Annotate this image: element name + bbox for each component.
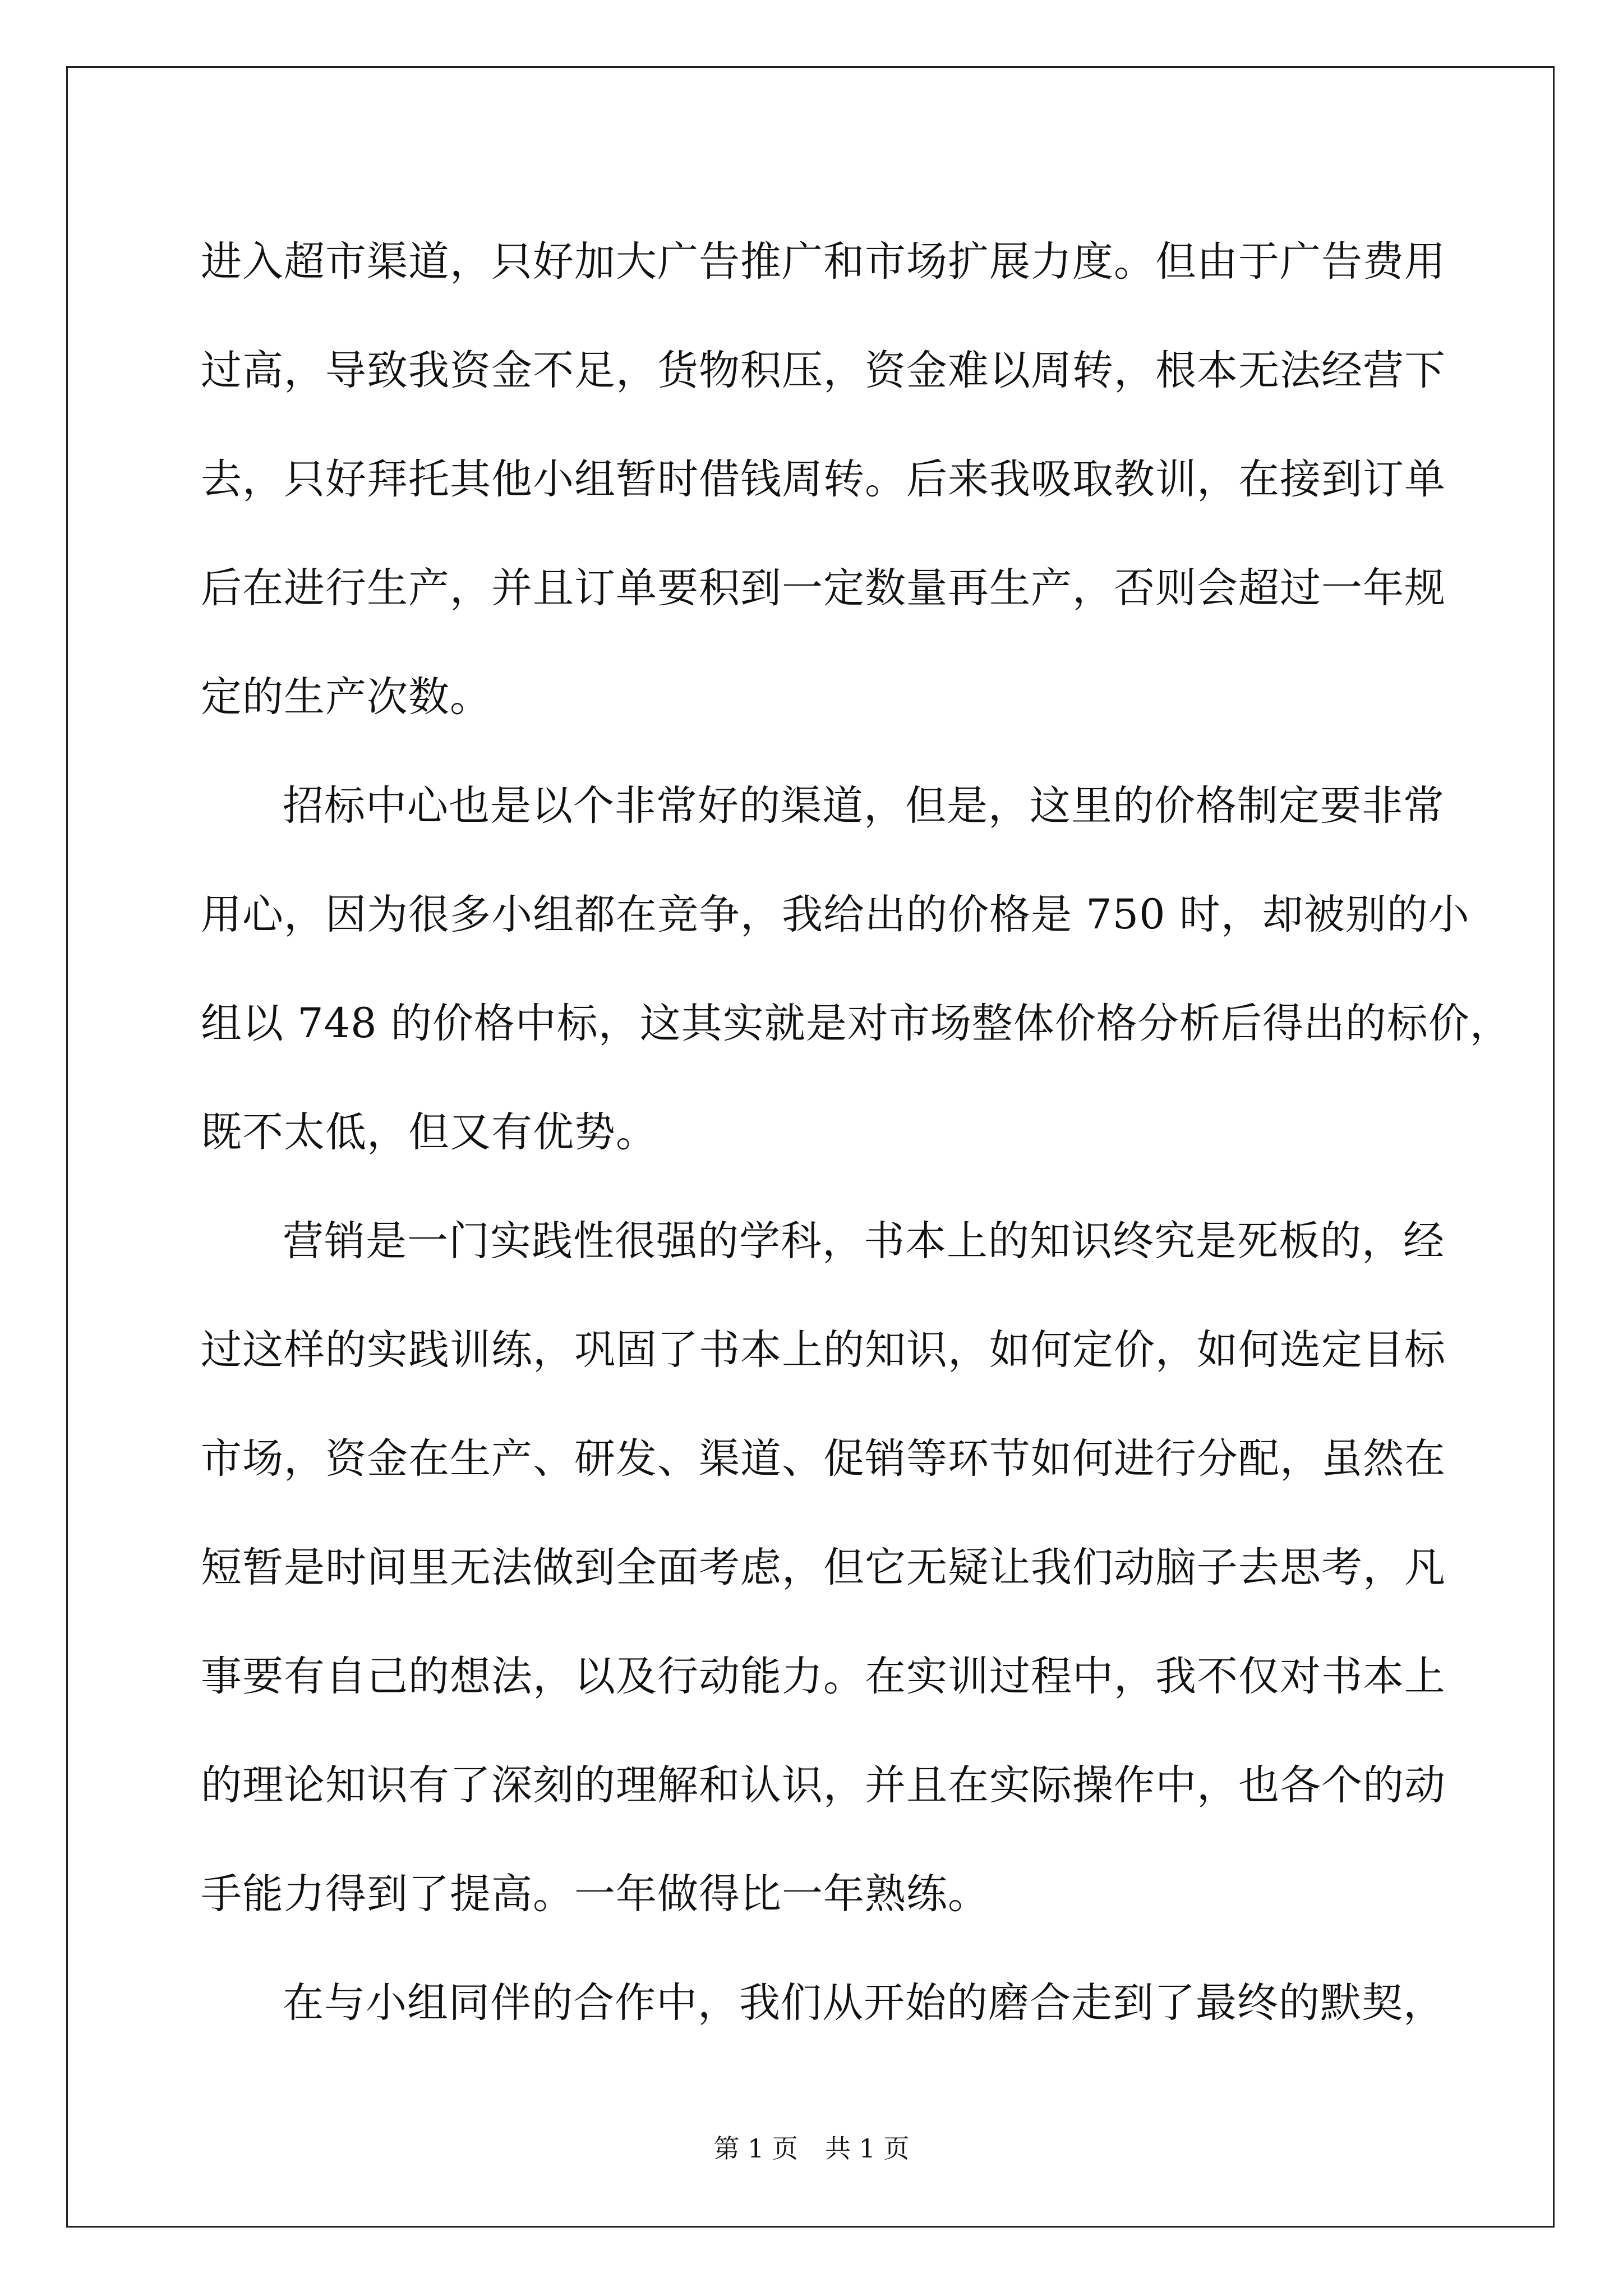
text-line: 定的生产次数。 (201, 673, 491, 721)
text-line: 进入超市渠道，只好加大广告推广和市场扩展力度。但由于广告费用 (201, 238, 1446, 286)
text-line: 市场，资金在生产、研发、渠道、促销等环节如何进行分配，虽然在 (201, 1435, 1446, 1483)
page-number: 第 1 页 (713, 2133, 798, 2164)
text-line: 的理论知识有了深刻的理解和认识，并且在实际操作中，也各个的动 (201, 1761, 1446, 1809)
text-line: 组以 748 的价格中标，这其实就是对市场整体价格分析后得出的标价， (201, 1000, 1511, 1047)
text-line: 过高，导致我资金不足，货物积压，资金难以周转，根本无法经营下 (201, 347, 1446, 394)
text-line: 既不太低，但又有优势。 (201, 1108, 657, 1156)
text-line: 事要有自己的想法，以及行动能力。在实训过程中，我不仅对书本上 (201, 1653, 1446, 1700)
paragraph (201, 208, 1446, 752)
text-line: 营销是一门实践性很强的学科，书本上的知识终究是死板的，经 (283, 1217, 1445, 1265)
paragraph (201, 752, 1511, 1187)
text-line: 招标中心也是以个非常好的渠道，但是，这里的价格制定要非常 (283, 782, 1445, 830)
page-footer (0, 2132, 1623, 2165)
text-line: 过这样的实践训练，巩固了书本上的知识，如何定价，如何选定目标 (201, 1326, 1446, 1374)
text-line: 去，只好拜托其他小组暂时借钱周转。后来我吸取教训，在接到订单 (201, 455, 1446, 503)
document-body (201, 208, 1511, 2058)
text-line: 后在进行生产，并且订单要积到一定数量再生产，否则会超过一年规 (201, 564, 1446, 612)
page-total: 共 1 页 (825, 2133, 910, 2164)
text-line: 用心，因为很多小组都在竞争，我给出的价格是 750 时，却被别的小 (201, 891, 1470, 938)
text-line: 手能力得到了提高。一年做得比一年熟练。 (201, 1870, 989, 1918)
text-line: 在与小组同伴的合作中，我们从开始的磨合走到了最终的默契， (283, 1979, 1445, 2027)
text-line: 短暂是时间里无法做到全面考虑，但它无疑让我们动脑子去思考，凡 (201, 1544, 1446, 1591)
paragraph (201, 1949, 1445, 2058)
paragraph (201, 1187, 1446, 1949)
